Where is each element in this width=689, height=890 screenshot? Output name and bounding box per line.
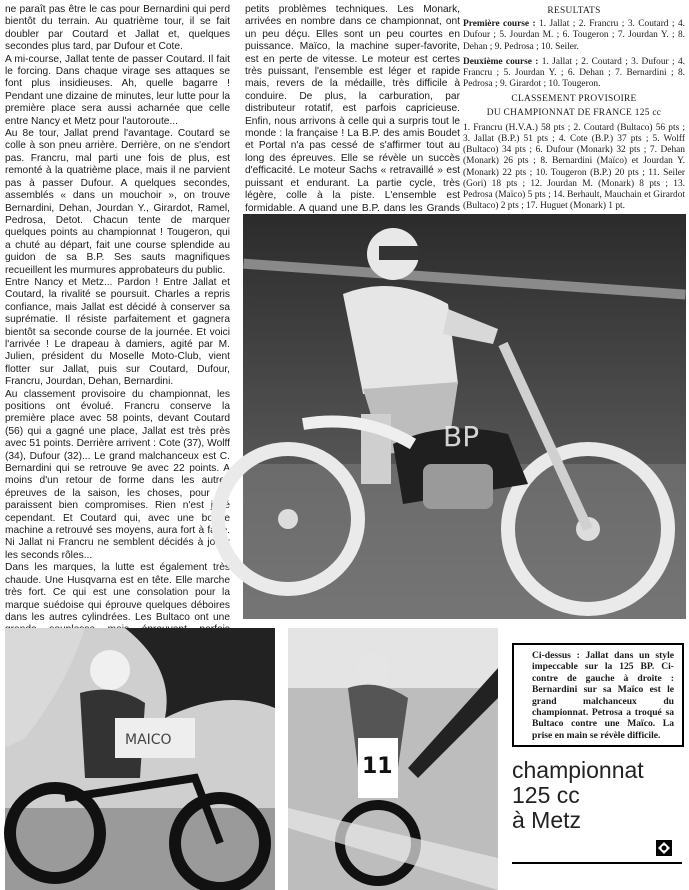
main-photo-rider-jallat bbox=[243, 214, 686, 619]
headline-line-3: à Metz bbox=[512, 807, 582, 833]
article-column-2 bbox=[245, 4, 460, 212]
paragraph: Au 8e tour, Jallat prend l'avantage. Coutard se colle à son pneu arrière. Derrière, on ne s'endort pas. Francru, mal parti une fois de plus, est remonté à la quatrième place, mais il ne parvient pas à passer Dufour. A quelques secondes, assemblés « dans un mouchoir », on trouve Bernardini, Dehan, Jourdan Y., Girardot, Ramel, Pedrosa, Detot. Chacun tente de marquer quelques points au championnat ! Tougeron, qui a chuté au départ, fait une course splendide au guidon de sa B.P. Ses sauts magnifiques recueillent les murmures approbateurs du public. bbox=[5, 128, 230, 276]
photo-bernardini-illustration bbox=[5, 628, 275, 890]
race2-label: Deuxième course : bbox=[463, 56, 539, 67]
photo-bernardini-maico bbox=[5, 628, 275, 890]
photo-petrosa-maico bbox=[288, 628, 498, 890]
paragraph: Entre Nancy et Metz... Pardon ! Entre Jallat et Coutard, la rivalité se poursuit. Charles a repris confiance, mais Jallat est décidé à conserver sa suprématie. Il résiste parfaitement et gagnera bientôt sa seconde course de la journée. Et voici l'arrivée ! Le drapeau à damiers, agité par M. Julien, président du Moselle Moto-Club, vient flotter sur Jallat, puis sur Coutard, Dufour, Francru, Jourdan, Dehan, Bernardini. bbox=[5, 276, 230, 388]
race2-results bbox=[463, 57, 685, 91]
headline-line-2: 125 cc bbox=[512, 782, 580, 808]
results-title: RESULTATS bbox=[547, 6, 601, 16]
divider-rule bbox=[512, 862, 682, 864]
results-box bbox=[463, 4, 685, 249]
standings-text: 1. Francru (H.V.A.) 58 pts ; 2. Coutard (Bultaco) 56 pts ; 3. Jallat (B.P.) 51 pts ; 4. Cote (B.P.) 37 pts ; 5. Wolff (Bultaco) 34 pts ; 6. Dufour (Monark) 32 pts ; 7. Dehan (Monark) 26 pts ; 8. Bernardini (Maïco) et Jourdan Y. (Monark) 22 pts ; 10. Tougeron (B.P.) 20 pts ; 11. Seiler (Gori) 18 pts ; 12. Jourdan M. (Monark) 8 pts ; 13. Pedrosa (Maïco) 5 pts ; 14. Berhault, Mauchain et Girardot (Bultaco) 2 pts ; 17. Huguet (Monark) 1 pt. bbox=[463, 122, 685, 212]
main-photo-illustration bbox=[243, 214, 686, 619]
article-column-1 bbox=[5, 4, 230, 624]
paragraph: A mi-course, Jallat tente de passer Coutard. Il fait le forcing. Dans chaque virage ses attaques se font plus insidieuses. Ah, quelle bagarre ! Pendant une dizaine de minutes, leur lutte pour la première place sera aussi acharnée que celle entre Nancy et Metz pour l'autoroute... bbox=[5, 53, 230, 127]
article-headline bbox=[512, 758, 682, 833]
race2-text: 1. Jallat ; 2. Coutard ; 3. Dufour ; 4. Francru ; 5. Jourdan Y. ; 6. Dehan ; 7. Bernardini ; 8. Pedrosa ; 9. Girardot ; 10. Tougeron. bbox=[463, 56, 685, 90]
headline-line-1: championnat bbox=[512, 757, 644, 783]
bike-number-plate: 11 bbox=[362, 754, 393, 779]
paragraph: ne paraît pas être le cas pour Bernardini qui perd bientôt du terrain. Au quatrième tour, il se fait doubler par Coutard et Jallat et, quelques secondes plus tard, par Dufour et Cote. bbox=[5, 4, 230, 53]
race1-text: 1. Jallat ; 2. Francru ; 3. Coutard ; 4. Dufour ; 5. Jourdan M. ; 6. Tougeron ; 7. Jourdan Y. ; 8. Dehan ; 9. Pedrosa ; 10. Seiler. bbox=[463, 19, 685, 52]
magazine-logo-icon bbox=[656, 840, 672, 856]
photo-watermark-text: BP bbox=[443, 420, 480, 453]
race1-results bbox=[463, 19, 685, 53]
photo-caption: Ci-dessus : Jallat dans un style impeccable sur la 125 BP. Ci-contre de gauche à droite : Bernardini sur sa Maïco est le grand malchanceux du championnat. Petrosa a troqué sa Bultaco contre une Maïco. La prise en main se révèle difficile. bbox=[512, 643, 684, 747]
photo-bike-label: MAICO bbox=[125, 732, 172, 748]
standings-title-2: DU CHAMPIONNAT DE FRANCE 125 cc bbox=[486, 107, 662, 118]
standings-title-1: CLASSEMENT PROVISOIRE bbox=[511, 94, 637, 105]
race1-label: Première course : bbox=[463, 19, 536, 30]
paragraph: Au classement provisoire du championnat, les positions ont évolué. Francru conserve la première place avec 58 points, devant Coutard (56) qui a gagné une place, Jallat est très près avec 51 points. Derrière arrivent : Cote (37), Wolff (34), Dufour (32)... Le grand malchanceux est C. Bernardini qui se retrouve 9e avec 22 points. A moins d'un retour de forme dans les autres épreuves de la saison, les choses, pour lui, paraissent bien compromises. Rien n'est joué cependant. Et Coutard qui, avec une bonne machine a retrouvé ses moyens, aura fort à faire. Ni Jallat ni Francru ne semblent décidés à jouer les seconds rôles... bbox=[5, 388, 230, 561]
paragraph: petits problèmes techniques. Les Monark, arrivées en nombre dans ce championnat, ont un peu déçu. Elles sont un peu courtes en puissance. Maïco, la machine super-favorite, est en perte de vitesse. Le moteur est certes très puissant, l'ensemble est léger et rapide mais, revers de la médaille, très difficile à conduire. De plus, la carburation, par distributeur rotatif, est parfois capricieuse. Enfin, nous arrivons à celle qui a surpris tout le monde : la française ! La B.P. des amis Boudet et Portal n'a pas cessé de s'affirmer tout au long des épreuves. Elle se révèle un succès d'efficacité. Le moteur Sachs « retravaillé » est puissant et endurant. La partie cycle, très légère, colle à la piste. L'ensemble est formidable. A quand une B.P. dans les Grands bbox=[245, 4, 460, 214]
paragraph: Dans les marques, la lutte est également très chaude. Une Husqvarna est en tête. Elle marche très fort. Ce qui est une consolation pour la marque suédoise qui éprouve quelques déboires dans les autres cylindrées. Les Bultaco ont une bbox=[5, 562, 230, 623]
photo-petrosa-illustration bbox=[288, 628, 498, 890]
